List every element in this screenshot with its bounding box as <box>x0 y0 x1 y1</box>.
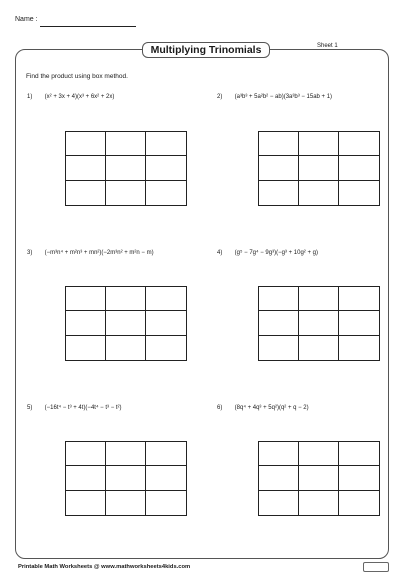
box-grid-1 <box>65 131 187 206</box>
grid-cell <box>146 287 186 311</box>
grid-cell <box>339 336 379 360</box>
grid-cell <box>146 311 186 335</box>
grid-cell <box>339 442 379 466</box>
grid-cell <box>259 311 299 335</box>
problem-number: 4) <box>217 250 223 256</box>
grid-cell <box>259 156 299 180</box>
problem-1 <box>27 94 114 100</box>
grid-cell <box>106 181 146 205</box>
grid-cell <box>299 491 339 515</box>
grid-cell <box>106 156 146 180</box>
sheet-label: Sheet 1 <box>317 43 338 49</box>
grid-cell <box>146 491 186 515</box>
grid-cell <box>339 156 379 180</box>
grid-cell <box>146 336 186 360</box>
grid-cell <box>259 132 299 156</box>
grid-cell <box>66 287 106 311</box>
grid-cell <box>106 336 146 360</box>
grid-cell <box>299 336 339 360</box>
grid-cell <box>106 491 146 515</box>
grid-cell <box>146 181 186 205</box>
grid-cell <box>66 336 106 360</box>
problem-2 <box>217 94 332 100</box>
grid-cell <box>66 466 106 490</box>
grid-cell <box>299 156 339 180</box>
grid-cell <box>106 132 146 156</box>
box-grid-5 <box>65 441 187 516</box>
grid-cell <box>299 287 339 311</box>
box-grid-2 <box>258 131 380 206</box>
grid-cell <box>299 132 339 156</box>
worksheet-title: Multiplying Trinomials <box>142 42 270 58</box>
problem-expression: (−m³n⁴ + m²n³ + mn²)(−2m³n² + m²n − m) <box>44 250 154 256</box>
problem-number: 6) <box>217 405 223 411</box>
grid-cell <box>339 491 379 515</box>
problem-6 <box>217 405 309 411</box>
problem-number: 1) <box>27 94 33 100</box>
grid-cell <box>339 181 379 205</box>
footer-text: Printable Math Worksheets @ www.mathworksheets4kids.com <box>18 564 191 570</box>
grid-cell <box>66 442 106 466</box>
grid-cell <box>66 132 106 156</box>
grid-cell <box>146 442 186 466</box>
grid-cell <box>299 442 339 466</box>
grid-cell <box>299 311 339 335</box>
grid-cell <box>259 491 299 515</box>
problem-5 <box>27 405 122 411</box>
box-grid-3 <box>65 286 187 361</box>
box-grid-6 <box>258 441 380 516</box>
grid-cell <box>66 181 106 205</box>
grid-cell <box>339 311 379 335</box>
problem-number: 5) <box>27 405 33 411</box>
grid-cell <box>299 466 339 490</box>
publisher-logo-icon <box>363 562 389 572</box>
grid-cell <box>259 181 299 205</box>
grid-cell <box>259 442 299 466</box>
instructions: Find the product using box method. <box>26 73 128 80</box>
problem-number: 3) <box>27 250 33 256</box>
grid-cell <box>106 442 146 466</box>
problem-4 <box>217 250 318 256</box>
grid-cell <box>146 132 186 156</box>
grid-cell <box>339 287 379 311</box>
grid-cell <box>299 181 339 205</box>
grid-cell <box>339 132 379 156</box>
grid-cell <box>106 311 146 335</box>
grid-cell <box>66 311 106 335</box>
grid-cell <box>106 466 146 490</box>
problem-number: 2) <box>217 94 223 100</box>
grid-cell <box>146 156 186 180</box>
problem-expression: (g⁵ − 7g⁴ − 9g³)(−g³ + 10g² + g) <box>234 250 318 256</box>
problem-expression: (a³b³ + 5a²b² − ab)(3a³b³ − 15ab + 1) <box>234 94 333 100</box>
grid-cell <box>66 156 106 180</box>
problem-expression: (x² + 3x + 4)(x³ + 6x² + 2x) <box>44 94 115 100</box>
problem-3 <box>27 250 154 256</box>
name-line <box>40 26 136 27</box>
grid-cell <box>259 336 299 360</box>
grid-cell <box>146 466 186 490</box>
problem-expression: (−16t⁴ − t³ + 4t)(−4t⁴ − t³ − t²) <box>44 405 122 411</box>
grid-cell <box>106 287 146 311</box>
problem-expression: (8q⁴ + 4q³ + 5q²)(q² + q − 2) <box>234 405 309 411</box>
name-label: Name : <box>15 16 38 23</box>
box-grid-4 <box>258 286 380 361</box>
grid-cell <box>339 466 379 490</box>
grid-cell <box>259 466 299 490</box>
grid-cell <box>66 491 106 515</box>
grid-cell <box>259 287 299 311</box>
